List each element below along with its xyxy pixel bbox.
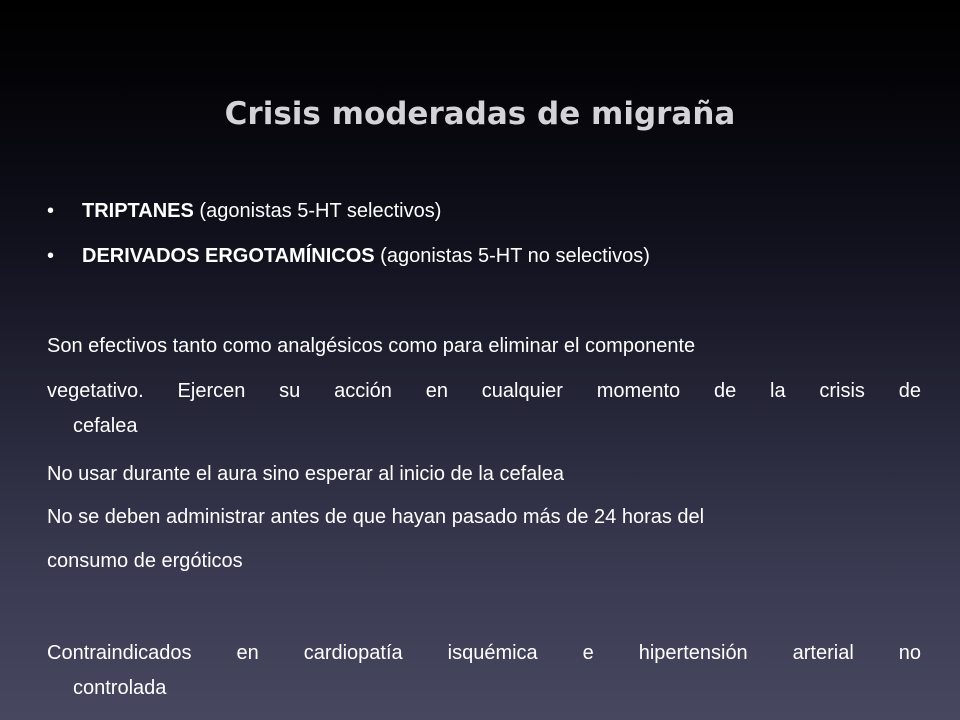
paragraph-administrar-line-2: consumo de ergóticos — [47, 550, 243, 572]
bullet-term: DERIVADOS ERGOTAMÍNICOS — [82, 245, 375, 267]
bullet-marker: • — [47, 245, 55, 267]
paragraph-contraindicados-line-1: Contraindicados en cardiopatía isquémica e hipertensión arterial no — [47, 642, 921, 664]
bullet-description: (agonistas 5-HT no selectivos) — [374, 245, 650, 267]
paragraph-efectivos-line-2: vegetativo. Ejercen su acción en cualquier momento de la crisis de — [47, 380, 921, 402]
bullet-description: (agonistas 5-HT selectivos) — [193, 200, 442, 222]
paragraph-efectivos-line-3: cefalea — [73, 415, 138, 437]
bullet-marker: • — [47, 200, 55, 222]
bullet-text — [82, 241, 650, 271]
paragraph-efectivos-line-1: Son efectivos tanto como analgésicos como para eliminar el componente — [47, 335, 696, 357]
bullet-text — [82, 196, 441, 226]
paragraph-administrar-line-1: No se deben administrar antes de que hayan pasado más de 24 horas del — [47, 506, 705, 528]
slide-title: Crisis moderadas de migraña — [224, 96, 736, 132]
bullet-term: TRIPTANES — [82, 200, 194, 222]
paragraph-contraindicados-line-2: controlada — [73, 677, 167, 699]
paragraph-aura: No usar durante el aura sino esperar al inicio de la cefalea — [47, 463, 564, 485]
